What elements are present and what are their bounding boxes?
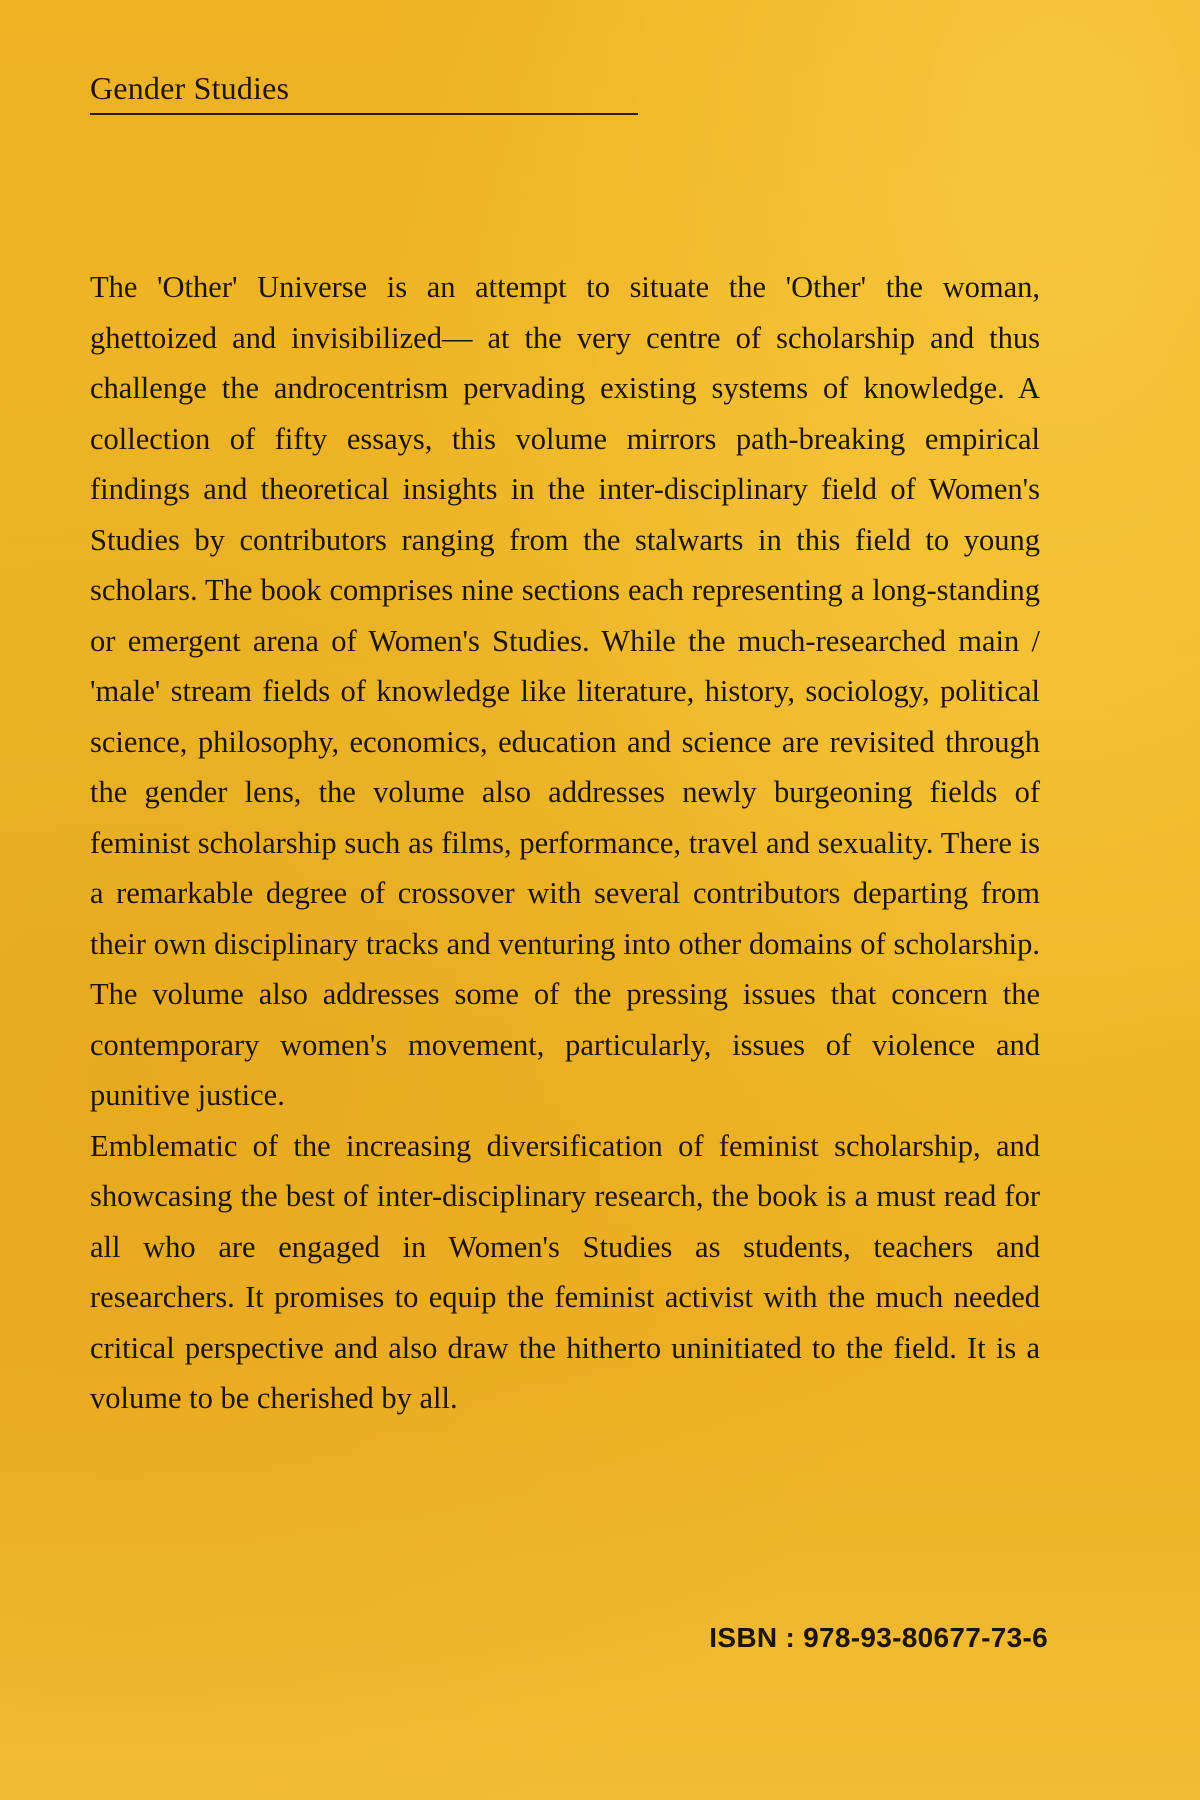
category-label: Gender Studies [90, 70, 290, 106]
blurb-paragraph-1: The 'Other' Universe is an attempt to situate the 'Other' the woman, ghettoized and invisibilized— at the very centre of scholarship and thus challenge the androcentrism pervading existing systems of knowledge. A collection of fifty essays, this volume mirrors path-breaking empirical findings and theoretical insights in the inter-disciplinary field of Women's Studies by contributors ranging from the stalwarts in this field to young scholars. The book comprises nine sections each representing a long-standing or emergent arena of Women's Studies. While the much-researched main / 'male' stream fields of knowledge like literature, history, sociology, political science, philosophy, economics, education and science are revisited through the gender lens, the volume also addresses newly burgeoning fields of feminist scholarship such as films, performance, travel and sexuality. There is a remarkable degree of crossover with several contributors departing from their own disciplinary tracks and venturing into other domains of scholarship. The volume also addresses some of the pressing issues that concern the contemporary women's movement, particularly, issues of violence and punitive justice. [90, 270, 1040, 1112]
blurb-paragraph-2: Emblematic of the increasing diversification of feminist scholarship, and showcasing the best of inter-disciplinary research, the book is a must read for all who are engaged in Women's Studies as students, teachers and researchers. It promises to equip the feminist activist with the much needed critical perspective and also draw the hitherto uninitiated to the field. It is a volume to be cherished by all. [90, 1128, 1040, 1415]
blurb-text [90, 262, 1040, 1424]
category-underline [90, 113, 638, 115]
isbn-number: ISBN : 978-93-80677-73-6 [709, 1622, 1048, 1653]
